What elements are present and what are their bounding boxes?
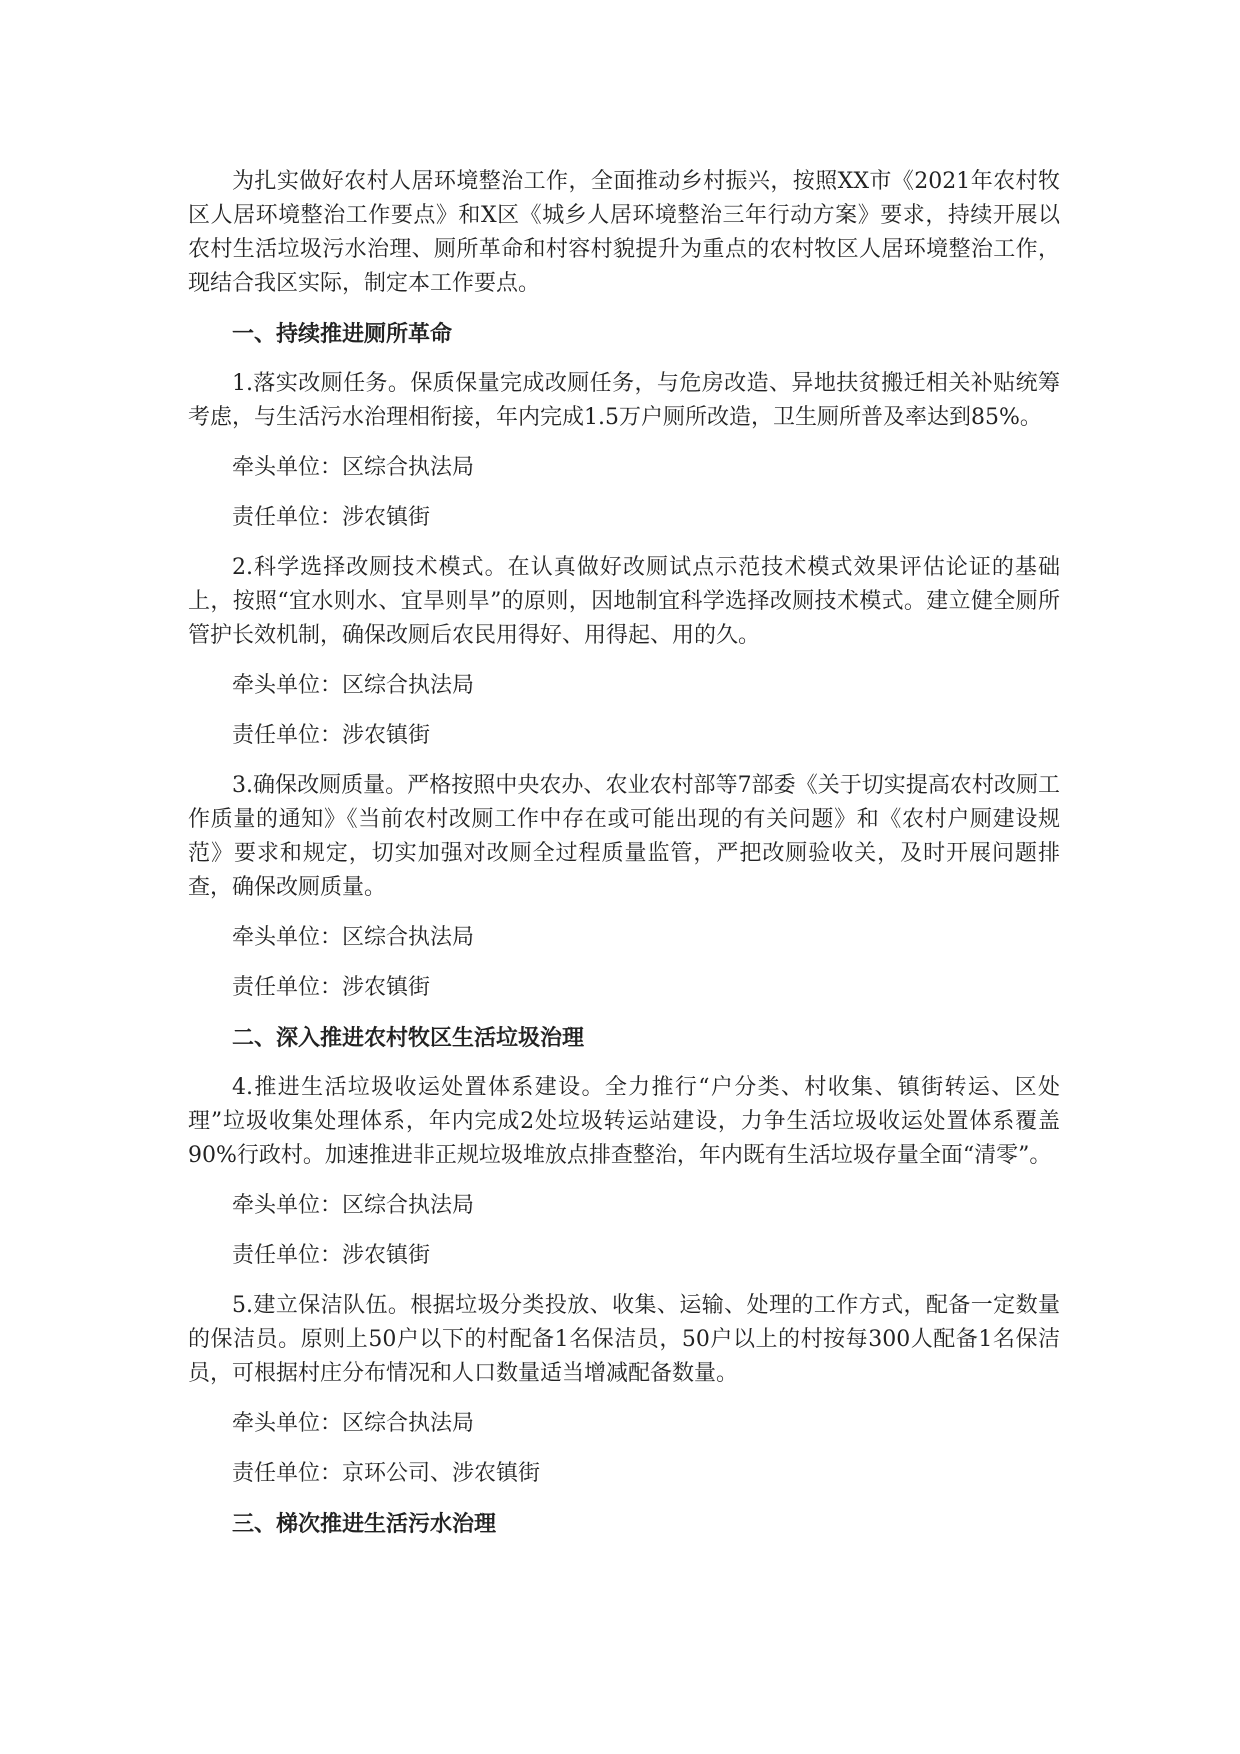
item-3-lead-unit: 牵头单位：区综合执法局: [232, 925, 475, 950]
item-4-text: 4.推进生活垃圾收运处置体系建设。全力推行“户分类、村收集、镇街转运、区处理”垃圾收集处理体系，年内完成2处垃圾转运站建设，力争生活垃圾收运处置体系覆盖90%行政村。加速推进非正规垃圾堆放点排查整治，年内既有生活垃圾存量全面“清零”。: [188, 1075, 1060, 1168]
section-2-heading: 二、深入推进农村牧区生活垃圾治理: [232, 1025, 585, 1051]
item-4-lead-unit: 牵头单位：区综合执法局: [232, 1193, 475, 1218]
intro-paragraph: 为扎实做好农村人居环境整治工作，全面推动乡村振兴，按照XX市《2021年农村牧区人居环境整治工作要点》和X区《城乡人居环境整治三年行动方案》要求，持续开展以农村生活垃圾污水治理、厕所革命和村容村貌提升为重点的农村牧区人居环境整治工作，现结合我区实际，制定本工作要点。: [188, 169, 1060, 296]
item-3-text: 3.确保改厕质量。严格按照中央农办、农业农村部等7部委《关于切实提高农村改厕工作质量的通知》《当前农村改厕工作中存在或可能出现的有关问题》和《农村户厕建设规范》要求和规定，切实加强对改厕全过程质量监管，严把改厕验收关，及时开展问题排查，确保改厕质量。: [188, 773, 1060, 900]
item-2-text: 2.科学选择改厕技术模式。在认真做好改厕试点示范技术模式效果评估论证的基础上，按照“宜水则水、宜旱则旱”的原则，因地制宜科学选择改厕技术模式。建立健全厕所管护长效机制，确保改厕后农民用得好、用得起、用的久。: [188, 555, 1060, 648]
section-1-heading: 一、持续推进厕所革命: [232, 321, 453, 347]
item-1-text: 1.落实改厕任务。保质保量完成改厕任务，与危房改造、异地扶贫搬迁相关补贴统筹考虑，与生活污水治理相衔接，年内完成1.5万户厕所改造，卫生厕所普及率达到85%。: [188, 371, 1060, 430]
item-4-responsible-unit: 责任单位：涉农镇街: [232, 1243, 431, 1268]
item-2-responsible-unit: 责任单位：涉农镇街: [232, 723, 431, 748]
item-2-lead-unit: 牵头单位：区综合执法局: [232, 673, 475, 698]
section-3-heading: 三、梯次推进生活污水治理: [232, 1511, 497, 1537]
item-5-lead-unit: 牵头单位：区综合执法局: [232, 1411, 475, 1436]
item-5-responsible-unit: 责任单位：京环公司、涉农镇街: [232, 1461, 541, 1486]
item-1-lead-unit: 牵头单位：区综合执法局: [232, 455, 475, 480]
item-5-text: 5.建立保洁队伍。根据垃圾分类投放、收集、运输、处理的工作方式，配备一定数量的保洁员。原则上50户以下的村配备1名保洁员，50户以上的村按每300人配备1名保洁员，可根据村庄分布情况和人口数量适当增减配备数量。: [188, 1293, 1060, 1386]
item-1-responsible-unit: 责任单位：涉农镇街: [232, 505, 431, 530]
item-3-responsible-unit: 责任单位：涉农镇街: [232, 975, 431, 1000]
